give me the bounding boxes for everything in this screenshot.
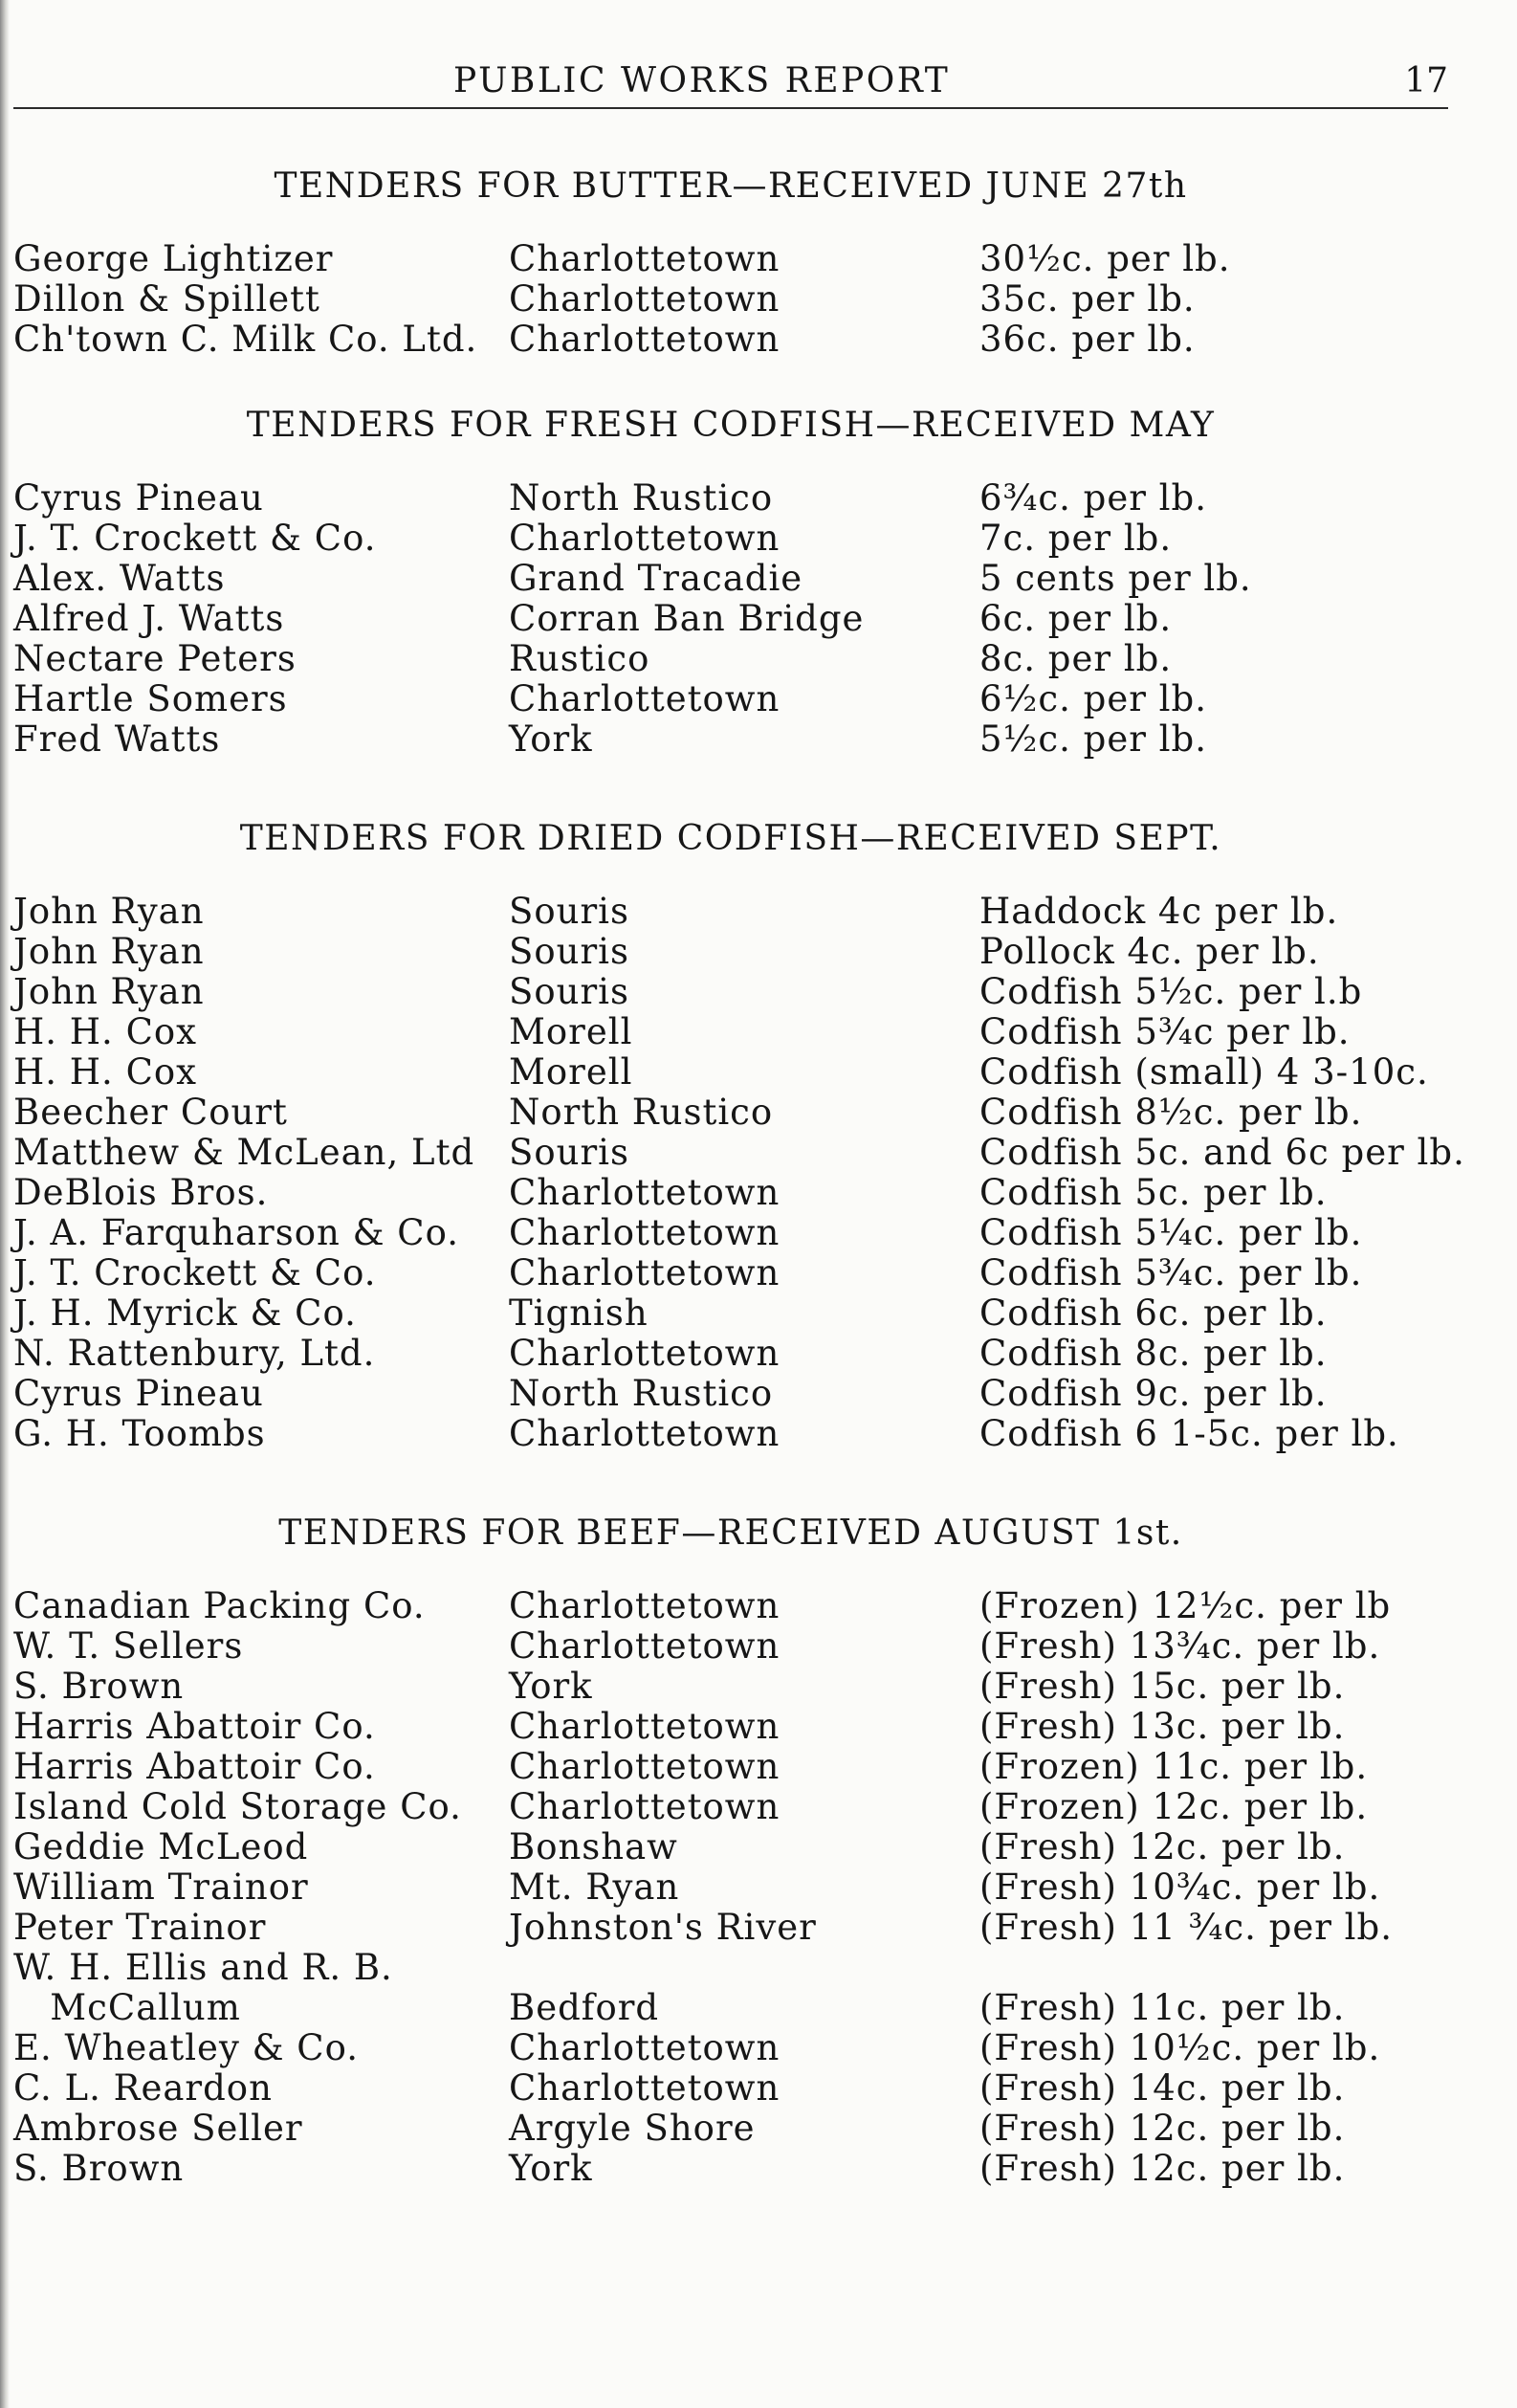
tenderer-name: Dillon & Spillett [13, 278, 320, 320]
tender-row [13, 1093, 1448, 1133]
tender-row [13, 1626, 1448, 1667]
tender-row [13, 1787, 1448, 1827]
tenderer-name: N. Rattenbury, Ltd. [13, 1333, 376, 1374]
section-dried-codfish [13, 815, 1465, 1454]
tenderer-location: Charlottetown [509, 1172, 780, 1213]
tender-price: (Frozen) 12½c. per lb [979, 1585, 1392, 1626]
tenderer-location: Johnston's River [509, 1907, 817, 1948]
tenderer-name: Beecher Court [13, 1092, 288, 1133]
tender-row [13, 1374, 1448, 1414]
tender-row [13, 2109, 1448, 2149]
tenderer-location: Argyle Shore [509, 2108, 756, 2149]
tender-row [13, 972, 1448, 1012]
page-edge-shadow [0, 0, 10, 2408]
tender-row [13, 1414, 1448, 1454]
tenderer-location: York [509, 718, 593, 760]
tender-row [13, 559, 1448, 599]
tender-price: 7c. per lb. [979, 518, 1173, 559]
tenderer-name: Cyrus Pineau [13, 1373, 264, 1414]
tender-row [13, 1213, 1448, 1253]
tender-row [13, 599, 1448, 639]
tenderer-name: Geddie McLeod [13, 1826, 309, 1867]
tender-row [13, 1667, 1448, 1707]
tenderer-location: Charlottetown [509, 1625, 780, 1667]
tender-row [13, 2028, 1448, 2068]
tender-price: Haddock 4c per lb. [979, 891, 1339, 932]
tenderer-location: Charlottetown [509, 1746, 780, 1787]
tenderer-location: Tignish [509, 1292, 649, 1334]
tenderer-location: Charlottetown [509, 1786, 780, 1827]
tenderer-name: Island Cold Storage Co. [13, 1786, 462, 1827]
section-beef [13, 1510, 1448, 2189]
tenderer-name: E. Wheatley & Co. [13, 2027, 360, 2068]
tender-list [13, 478, 1448, 760]
tenderer-name: J. T. Crockett & Co. [13, 518, 377, 559]
tenderer-location: Bedford [509, 1987, 660, 2028]
tender-price: 36c. per lb. [979, 319, 1196, 360]
page-number: 17 [1404, 61, 1448, 100]
tender-price: Codfish 6c. per lb. [979, 1292, 1328, 1334]
tenderer-location: Charlottetown [509, 2027, 780, 2068]
report-title: PUBLIC WORKS REPORT [453, 61, 951, 100]
tender-price: (Fresh) 15c. per lb. [979, 1666, 1346, 1707]
tenderer-location: Corran Ban Bridge [509, 598, 865, 639]
tenderer-name: John Ryan [13, 931, 205, 972]
tenderer-name: J. T. Crockett & Co. [13, 1252, 377, 1293]
tender-price: (Fresh) 10½c. per lb. [979, 2027, 1381, 2068]
tender-price: (Fresh) 12c. per lb. [979, 2148, 1346, 2189]
tender-list [13, 1586, 1448, 2189]
tender-row [13, 239, 1448, 279]
tenderer-name: John Ryan [13, 971, 205, 1012]
tenderer-name: Canadian Packing Co. [13, 1585, 426, 1626]
tenderer-name: J. A. Farquharson & Co. [13, 1212, 459, 1253]
tenderer-name: Peter Trainor [13, 1907, 267, 1948]
tenderer-name: W. H. Ellis and R. B. [13, 1947, 393, 1988]
tender-price: (Fresh) 13¾c. per lb. [979, 1625, 1381, 1667]
tenderer-location: Charlottetown [509, 1706, 780, 1747]
tenderer-name: Ambrose Seller [13, 2108, 303, 2149]
tenderer-location: Souris [509, 1132, 629, 1173]
tender-price: Codfish 5c. and 6c per lb. [979, 1132, 1465, 1173]
page-header [13, 55, 1448, 113]
tender-price: (Frozen) 11c. per lb. [979, 1746, 1369, 1787]
tenderer-name: H. H. Cox [13, 1011, 198, 1052]
tenderer-location: Charlottetown [509, 1413, 780, 1454]
tender-row [13, 519, 1448, 559]
tenderer-location: York [509, 1666, 593, 1707]
tender-row [13, 1012, 1448, 1052]
tenderer-location: Charlottetown [509, 518, 780, 559]
tender-price: (Fresh) 13c. per lb. [979, 1706, 1346, 1747]
section-heading: TENDERS FOR BUTTER—RECEIVED JUNE 27th [274, 166, 1188, 206]
tenderer-location: Rustico [509, 638, 650, 679]
tender-row [13, 2149, 1448, 2189]
tender-row [13, 719, 1448, 760]
tender-price: (Fresh) 11c. per lb. [979, 1987, 1346, 2028]
tenderer-location: Charlottetown [509, 238, 780, 279]
tenderer-name: Cyrus Pineau [13, 477, 264, 519]
tender-row [13, 679, 1448, 719]
tenderer-location: Mt. Ryan [509, 1867, 680, 1908]
tender-price: 5 cents per lb. [979, 558, 1252, 599]
tender-price: (Fresh) 12c. per lb. [979, 2108, 1346, 2149]
tender-row [13, 1707, 1448, 1747]
tenderer-location: Charlottetown [509, 278, 780, 320]
tenderer-location: Charlottetown [509, 1252, 780, 1293]
tenderer-location: Souris [509, 931, 629, 972]
tender-price: 35c. per lb. [979, 278, 1196, 320]
tenderer-name: J. H. Myrick & Co. [13, 1292, 357, 1334]
header-rule [13, 107, 1448, 109]
tender-row [13, 279, 1448, 320]
tenderer-location: Grand Tracadie [509, 558, 803, 599]
tender-list [13, 891, 1465, 1454]
section-fresh-codfish [13, 402, 1448, 760]
tender-row [13, 1132, 1465, 1173]
tenderer-location: North Rustico [509, 1373, 774, 1414]
tender-price: Codfish (small) 4 3-10c. [979, 1051, 1429, 1093]
tenderer-name: McCallum [13, 1987, 241, 2028]
tender-price: Codfish 8c. per lb. [979, 1333, 1328, 1374]
section-butter [13, 163, 1448, 360]
tender-price: Codfish 5c. per lb. [979, 1172, 1328, 1213]
tenderer-location: North Rustico [509, 1092, 774, 1133]
tenderer-name: Alfred J. Watts [13, 598, 285, 639]
tender-price: Codfish 5¾c. per lb. [979, 1252, 1363, 1293]
tender-row [13, 1334, 1448, 1374]
tenderer-name: G. H. Toombs [13, 1413, 266, 1454]
tenderer-location: Morell [509, 1051, 633, 1093]
tender-price: Codfish 6 1-5c. per lb. [979, 1413, 1399, 1454]
section-heading: TENDERS FOR BEEF—RECEIVED AUGUST 1st. [278, 1513, 1183, 1553]
tenderer-location: Charlottetown [509, 319, 780, 360]
tender-price: 6¾c. per lb. [979, 477, 1207, 519]
tender-price: 8c. per lb. [979, 638, 1173, 679]
tenderer-name: Matthew & McLean, Ltd [13, 1132, 475, 1173]
tender-price: Codfish 5¼c. per lb. [979, 1212, 1363, 1253]
tenderer-name: C. L. Reardon [13, 2067, 273, 2109]
tender-price: (Frozen) 12c. per lb. [979, 1786, 1369, 1827]
tenderer-name: William Trainor [13, 1867, 309, 1908]
tender-row [13, 1747, 1448, 1787]
tender-price: 30½c. per lb. [979, 238, 1231, 279]
tender-list [13, 239, 1448, 360]
tenderer-name: Nectare Peters [13, 638, 297, 679]
tender-row [13, 1988, 1448, 2028]
tender-row [13, 1827, 1448, 1867]
tender-row [13, 892, 1448, 932]
tender-price: 6c. per lb. [979, 598, 1173, 639]
tender-row [13, 478, 1448, 519]
tender-row [13, 1586, 1448, 1626]
tenderer-location: Charlottetown [509, 2067, 780, 2109]
tenderer-location: Charlottetown [509, 1212, 780, 1253]
tender-row [13, 1867, 1448, 1908]
tender-price: (Fresh) 10¾c. per lb. [979, 1867, 1381, 1908]
tenderer-name: George Lightizer [13, 238, 334, 279]
tender-price: Codfish 9c. per lb. [979, 1373, 1328, 1414]
tender-row [13, 1293, 1448, 1334]
tenderer-location: York [509, 2148, 593, 2189]
tenderer-location: Morell [509, 1011, 633, 1052]
tenderer-name: S. Brown [13, 1666, 185, 1707]
tender-row [13, 1253, 1448, 1293]
tenderer-name: W. T. Sellers [13, 1625, 244, 1667]
tenderer-location: Bonshaw [509, 1826, 678, 1867]
tender-row [13, 1908, 1448, 1948]
tender-row [13, 1052, 1448, 1093]
tender-row [13, 2068, 1448, 2109]
tenderer-location: North Rustico [509, 477, 774, 519]
tender-price: Codfish 8½c. per lb. [979, 1092, 1363, 1133]
tender-price: (Fresh) 11 ¾c. per lb. [979, 1907, 1393, 1948]
tender-row [13, 639, 1448, 679]
tenderer-name: DeBlois Bros. [13, 1172, 269, 1213]
tender-price: Codfish 5¾c per lb. [979, 1011, 1351, 1052]
tender-row [13, 320, 1448, 360]
tenderer-location: Charlottetown [509, 1333, 780, 1374]
tenderer-location: Souris [509, 971, 629, 1012]
tender-price: (Fresh) 12c. per lb. [979, 1826, 1346, 1867]
tender-row [13, 1948, 1448, 1988]
tenderer-name: S. Brown [13, 2148, 185, 2189]
tenderer-name: H. H. Cox [13, 1051, 198, 1093]
tender-price: Codfish 5½c. per l.b [979, 971, 1363, 1012]
section-heading: TENDERS FOR FRESH CODFISH—RECEIVED MAY [246, 406, 1216, 445]
tenderer-name: Hartle Somers [13, 678, 288, 719]
section-heading: TENDERS FOR DRIED CODFISH—RECEIVED SEPT. [239, 819, 1222, 858]
tenderer-name: Ch'town C. Milk Co. Ltd. [13, 319, 478, 360]
tenderer-name: Alex. Watts [13, 558, 226, 599]
tender-price: (Fresh) 14c. per lb. [979, 2067, 1346, 2109]
tenderer-location: Charlottetown [509, 678, 780, 719]
tender-row [13, 932, 1448, 972]
tender-row [13, 1173, 1448, 1213]
tenderer-location: Souris [509, 891, 629, 932]
tender-price: Pollock 4c. per lb. [979, 931, 1320, 972]
tender-price: 6½c. per lb. [979, 678, 1207, 719]
tenderer-location: Charlottetown [509, 1585, 780, 1626]
tenderer-name: John Ryan [13, 891, 205, 932]
tenderer-name: Harris Abattoir Co. [13, 1746, 376, 1787]
tenderer-name: Fred Watts [13, 718, 221, 760]
tender-price: 5½c. per lb. [979, 718, 1207, 760]
tenderer-name: Harris Abattoir Co. [13, 1706, 376, 1747]
